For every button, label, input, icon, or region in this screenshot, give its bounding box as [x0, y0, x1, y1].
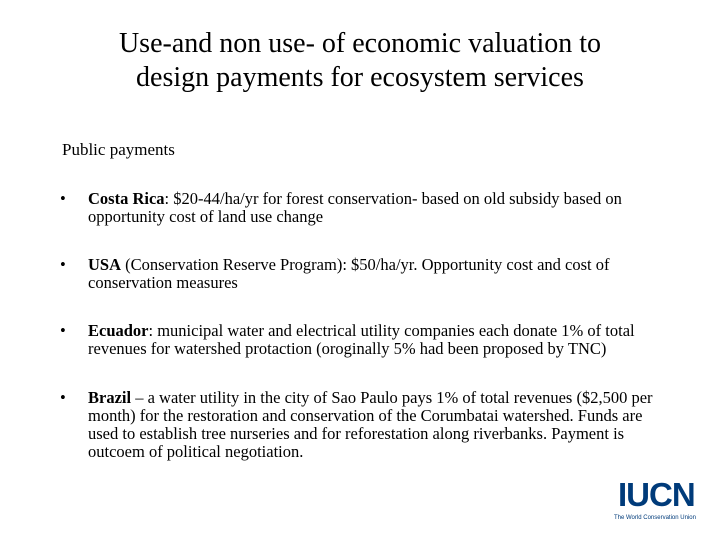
- bullet-item-costa-rica: [60, 190, 670, 226]
- bullet-marker: •: [60, 189, 66, 208]
- title-line-1: Use-and non use- of economic valuation to: [118, 28, 602, 59]
- bullet-marker: •: [60, 321, 66, 340]
- bullet-country: Ecuador: [88, 321, 149, 340]
- bullet-marker: •: [60, 388, 66, 407]
- section-heading: Public payments: [62, 140, 175, 159]
- bullet-text: (Conservation Reserve Program): $50/ha/yr. Opportunity cost and cost of conservation measures: [88, 255, 610, 292]
- bullet-country: Brazil: [88, 388, 132, 407]
- bullet-marker: •: [60, 255, 66, 274]
- slide-title: [20, 27, 700, 95]
- bullet-item-ecuador: [60, 322, 670, 358]
- bullet-country: Costa Rica: [88, 189, 165, 208]
- bullet-item-brazil: [60, 389, 670, 461]
- bullet-country: USA: [88, 255, 122, 274]
- logo-mark: IUCN: [618, 476, 695, 513]
- bullet-text: : municipal water and electrical utility companies each donate 1% of total revenues for watershed protaction (oroginally 5% had been proposed by TNC): [88, 321, 635, 358]
- bullet-text: : $20-44/ha/yr for forest conservation- based on old subsidy based on opportunity cost of land use change: [88, 189, 622, 226]
- bullet-list: [60, 190, 670, 491]
- bullet-text: – a water utility in the city of Sao Paulo pays 1% of total revenues ($2,500 per month) for the restoration and conservation of the Corumbatai watershed. Funds are used to establish tree nurseries and for reforestation along riverbanks. Payment is outcoem of political negotiation.: [88, 388, 653, 461]
- iucn-logo: [612, 478, 708, 526]
- logo-tagline: The World Conservation Union: [614, 515, 696, 521]
- bullet-item-usa: [60, 256, 670, 292]
- title-line-2: design payments for ecosystem services: [136, 62, 584, 93]
